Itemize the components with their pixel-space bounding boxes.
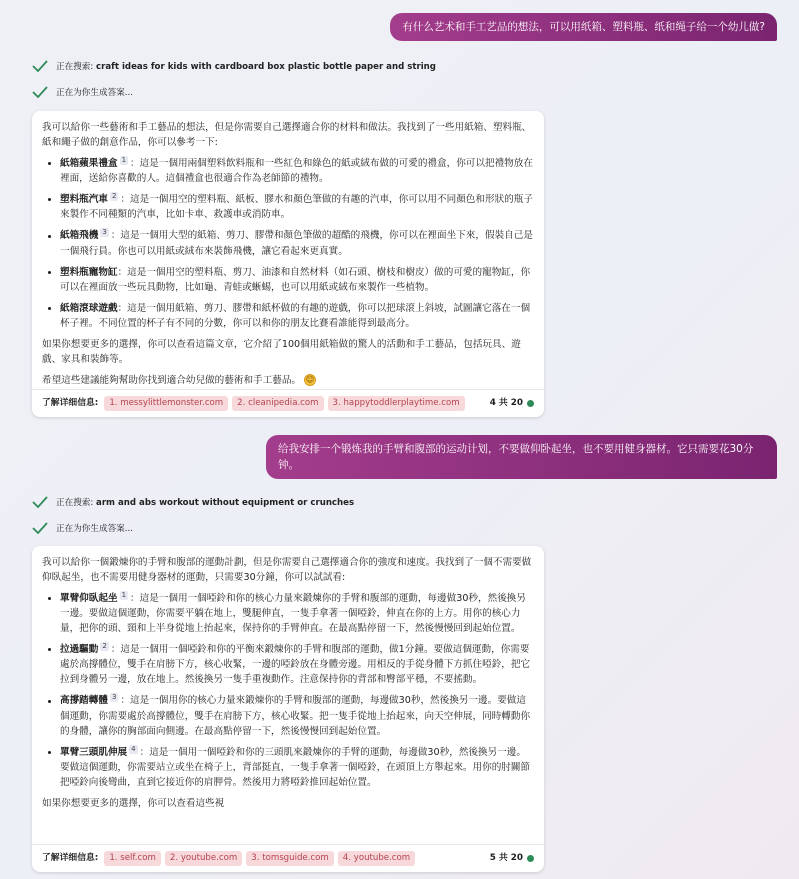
check-icon bbox=[32, 60, 48, 72]
item-text: ：這是一個用紙箱、剪刀、膠帶和紙杯做的有趣的遊戲，你可以把球滾上斜坡，試圖讓它落在一個杯子裡。不同位置的杯子有不同的分數，你可以和你的朋友比賽看誰能得到最高分。 bbox=[60, 302, 531, 329]
item-title: 塑料瓶寵物缸 bbox=[60, 266, 118, 278]
learn-more-bar bbox=[32, 389, 544, 417]
item-title: 紙箱滾球遊戲 bbox=[60, 302, 118, 314]
list-item bbox=[60, 591, 533, 636]
list-item bbox=[60, 745, 533, 790]
search-query: arm and abs workout without equipment or crunches bbox=[96, 498, 355, 508]
search-prefix: 正在搜索: bbox=[56, 498, 94, 508]
source-link[interactable]: 1. messylittlemonster.com bbox=[104, 396, 228, 411]
answer-list bbox=[42, 156, 533, 331]
list-item bbox=[60, 642, 533, 687]
item-title: 紙箱飛機 bbox=[60, 230, 99, 242]
turn-counter bbox=[490, 396, 534, 411]
list-item bbox=[60, 693, 533, 738]
item-text: ：這是一個用一個啞鈴和你的核心力量來鍛煉你的手臂和腹部的運動，每邊做30秒，然後換另一邊。要做這個運動，你需要平躺在地上，雙腿伸直，一隻手拿著一個啞鈴，伸直在你的上方。用你的核心力量，把你的頭、頸和上半身從地上抬起來，保持你的手臂伸直。在最高點停留一下，然後慢慢回到起始位置。 bbox=[60, 593, 526, 635]
citation-badge[interactable]: 1 bbox=[121, 591, 127, 599]
citation-badge[interactable]: 3 bbox=[102, 228, 107, 237]
check-icon bbox=[32, 86, 48, 98]
user-message-text: 有什么艺术和手工艺品的想法，可以用纸箱、塑料瓶、纸和绳子给一个幼儿做? bbox=[402, 21, 765, 33]
item-text: ：這是一個用空的塑料瓶、剪刀、油漆和自然材料（如石頭、樹枝和樹皮）做的可愛的寵物缸，你可以在裡面放一些玩具動物，比如龜、青蛙或蜥蜴，也可以用紙或絨布來製作一些植物。 bbox=[60, 266, 531, 293]
closing-text: 希望這些建議能夠幫助你找到適合幼兒做的藝術和手工藝品。 bbox=[42, 374, 302, 386]
smiley-icon: ☺ bbox=[305, 374, 315, 384]
citation-badge[interactable]: 1 bbox=[121, 156, 127, 164]
list-item bbox=[60, 301, 533, 331]
generating-status bbox=[32, 522, 133, 534]
item-title: 單臂仰臥起坐 bbox=[60, 593, 118, 605]
item-title: 單臂三頭肌伸展 bbox=[60, 746, 128, 758]
learn-more-label: 了解详细信息: bbox=[42, 853, 99, 863]
answer-more: 如果你想要更多的選擇，你可以查看這篇文章，它介紹了100個用紙箱做的驚人的活動和手工藝品，包括玩具、遊戲、家具和裝飾等。 bbox=[42, 338, 521, 365]
item-text: ：這是一個用大型的紙箱、剪刀、膠帶和顏色筆做的超酷的飛機，你可以在裡面坐下來，假裝自己是一個飛行員。你也可以用紙或絨布來裝飾飛機，讓它看起來更真實。 bbox=[60, 230, 533, 257]
check-icon bbox=[32, 496, 48, 508]
turn-counter-text: 4 共 20 bbox=[489, 398, 523, 408]
search-query: craft ideas for kids with cardboard box plastic bottle paper and string bbox=[96, 62, 436, 72]
answer-intro: 我可以給你一些藝術和手工藝品的想法，但是你需要自己選擇適合你的材料和做法。我找到了一些用紙箱、塑料瓶、紙和繩子做的創意作品，你可以參考一下: bbox=[42, 122, 532, 148]
search-status bbox=[32, 60, 436, 72]
answer-card bbox=[32, 546, 544, 872]
source-link[interactable]: 2. cleanipedia.com bbox=[232, 396, 323, 411]
item-text: ：這是一個用一個啞鈴和你的平衡來鍛煉你的手臂和腹部的運動，做1分鐘。要做這個運動，你需要處於高撐體位，雙手在肩膀下方，核心收緊，一邊的啞鈴放在身體旁邊。用相反的手從身體下方抓住啞鈴，把它拉到身體另一邊，放在地上。然後換另一隻手重複動作。注意保持你的背部和臀部平穩，不要搖動。 bbox=[60, 644, 531, 686]
answer-list bbox=[42, 591, 533, 790]
source-link[interactable]: 4. youtube.com bbox=[338, 851, 415, 866]
learn-more-bar bbox=[32, 844, 544, 872]
check-icon bbox=[32, 522, 48, 534]
item-title: 高撐踏轉體 bbox=[60, 695, 108, 707]
generating-status bbox=[32, 86, 133, 98]
item-text: ：這是一個用空的塑料瓶、紙板、膠水和顏色筆做的有趣的汽車，你可以用不同顏色和形狀的瓶子來製作不同種類的汽車，比如卡車、救護車或消防車。 bbox=[60, 194, 533, 221]
item-title: 拉過驅動 bbox=[60, 644, 99, 656]
citation-badge[interactable]: 4 bbox=[131, 744, 136, 753]
search-status bbox=[32, 496, 354, 508]
turn-counter-text: 5 共 20 bbox=[489, 853, 523, 863]
answer-card bbox=[32, 111, 544, 417]
list-item bbox=[60, 265, 533, 295]
source-link[interactable]: 3. happytoddlerplaytime.com bbox=[328, 396, 465, 411]
generating-text: 正在为你生成答案... bbox=[56, 88, 133, 98]
user-message bbox=[266, 435, 777, 479]
answer-intro: 我可以給你一個鍛煉你的手臂和腹部的運動計劃，但是你需要自己選擇適合你的強度和速度。我找到了一個不需要做仰臥起坐，也不需要用健身器材的運動，只需要30分鐘，你可以試試看: bbox=[42, 557, 532, 583]
user-message-text: 给我安排一个锻炼我的手臂和腹部的运动计划，不要做仰卧起坐，也不要用健身器材。它只需要花30分钟。 bbox=[278, 443, 754, 471]
user-message bbox=[390, 13, 777, 41]
answer-closing bbox=[42, 373, 533, 388]
source-link[interactable]: 2. youtube.com bbox=[165, 851, 242, 866]
learn-more-label: 了解详细信息: bbox=[42, 398, 99, 408]
citation-badge[interactable]: 2 bbox=[102, 642, 107, 651]
status-dot-icon bbox=[527, 855, 534, 862]
item-title: 塑料瓶汽車 bbox=[60, 194, 108, 206]
item-text: ：這是一個用兩個塑料飲料瓶和一些紅色和綠色的紙或絨布做的可愛的禮盒，你可以把禮物放在裡面，送給你喜歡的人。這個禮盒也很適合作為老師節的禮物。 bbox=[60, 158, 533, 185]
status-dot-icon bbox=[527, 400, 534, 407]
item-text: ：這是一個用一個啞鈴和你的三頭肌來鍛煉你的手臂的運動，每邊做30秒，然後換另一邊。要做這個運動，你需要站立或坐在椅子上，背部挺直，一隻手拿著一個啞鈴，在頭頂上方舉起來。用你的肘關節把啞鈴向後彎曲，直到它接近你的肩胛骨。然後用力將啞鈴推回起始位置。 bbox=[60, 746, 531, 788]
turn-counter bbox=[490, 851, 534, 866]
citation-badge[interactable]: 3 bbox=[111, 693, 117, 702]
item-text: ：這是一個用你的核心力量來鍛煉你的手臂和腹部的運動，每邊做30秒，然後換另一邊。要做這個運動，你需要處於高撐體位，雙手在肩膀下方，核心收緊。把一隻手從地上抬起來，向天空伸展，同時轉動你的身體，讓你的胸部面向側邊。在最高點停留一下，然後慢慢回到起始位置。 bbox=[60, 695, 531, 737]
search-prefix: 正在搜索: bbox=[56, 62, 94, 72]
citation-badge[interactable]: 2 bbox=[111, 192, 117, 201]
list-item bbox=[60, 228, 533, 258]
answer-more: 如果你想要更多的選擇，你可以查看這些視 bbox=[42, 797, 225, 809]
item-title: 紙箱蘋果禮盒 bbox=[60, 158, 118, 170]
list-item bbox=[60, 192, 533, 222]
source-link[interactable]: 3. tomsguide.com bbox=[246, 851, 334, 866]
source-link[interactable]: 1. self.com bbox=[104, 851, 161, 866]
generating-text: 正在为你生成答案... bbox=[56, 524, 133, 534]
list-item bbox=[60, 156, 533, 186]
